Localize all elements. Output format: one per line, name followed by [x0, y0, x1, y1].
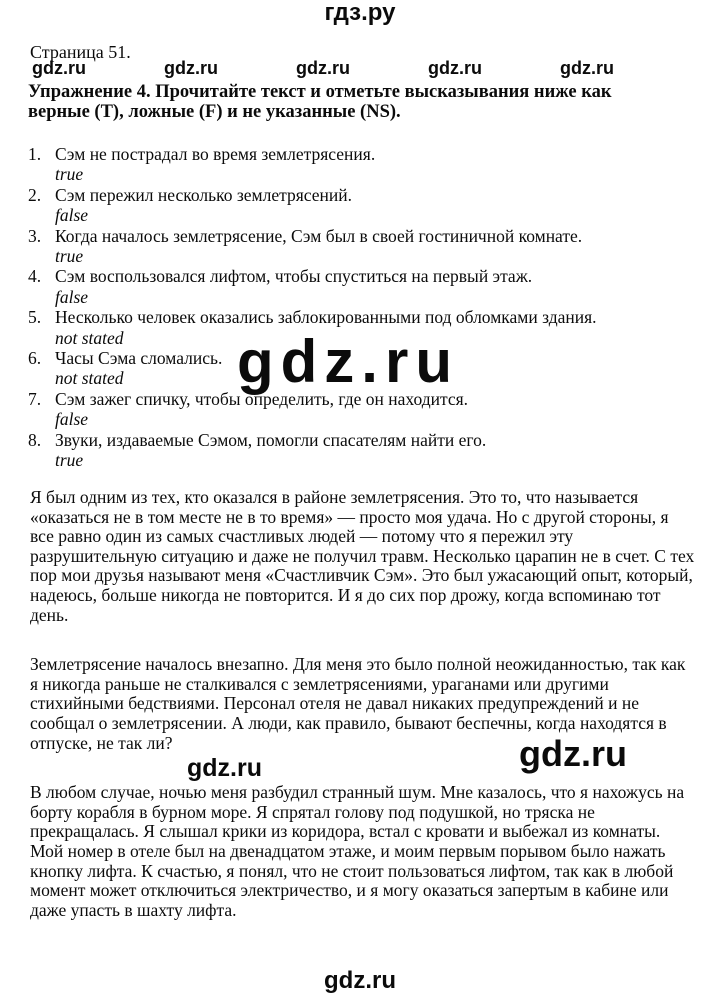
page-number-label: Страница 51.: [30, 42, 131, 62]
watermark-text: gdz.ru: [296, 58, 350, 78]
statement-text: Сэм воспользовался лифтом, чтобы спуститься на первый этаж.: [55, 266, 533, 287]
story-paragraph: В любом случае, ночью меня разбудил странный шум. Мне казалось, что я нахожусь на борту корабля в бурном море. Я спрятал голову под подушкой, но тряска не прекращалась. Я слышал крики из коридора, встал с кровати и выбежал из комнаты. Мой номер в отеле был на двенадцатом этаже, и моим первым порывом было нажать кнопку лифта. К счастью, я понял, что не стоит пользоваться лифтом, так как в любой момент может отключиться электричество, и я могу оказаться запертым в кабине или даже упасть в шахту лифта.: [30, 782, 685, 920]
statement-item: [28, 185, 700, 226]
statement-item: [28, 430, 700, 471]
statement-number: 3.: [28, 225, 42, 246]
watermark-text: gdz.ru: [164, 58, 218, 78]
site-logo: гдз.ру: [324, 0, 396, 26]
statement-answer: true: [55, 164, 84, 185]
statement-answer: not stated: [55, 368, 124, 389]
statement-item: [28, 266, 700, 307]
statement-answer: not stated: [55, 327, 124, 348]
statement-number: 1.: [28, 144, 42, 164]
statement-number: 5.: [28, 307, 42, 328]
statement-answer: false: [55, 205, 89, 226]
footer-logo: gdz.ru: [324, 967, 396, 994]
statement-number: 2.: [28, 184, 42, 205]
watermark-text: gdz.ru: [560, 58, 614, 78]
watermark-text: gdz.ru: [32, 58, 86, 78]
statement-text: Несколько человек оказались заблокированными под обломками здания.: [55, 307, 597, 328]
statement-answer: false: [55, 409, 89, 430]
statement-text: Звуки, издаваемые Сэмом, помогли спасателям найти его.: [55, 429, 487, 450]
statement-text: Сэм не пострадал во время землетрясения.: [55, 144, 376, 164]
statement-item: [28, 226, 700, 267]
statement-number: 4.: [28, 266, 42, 287]
story-text: [30, 488, 696, 950]
watermark-mid-left: gdz.ru: [187, 754, 262, 782]
statement-item: [28, 144, 700, 185]
watermark-row: [32, 58, 614, 78]
statement-text: Часы Сэма сломались.: [55, 348, 223, 369]
exercise-title: Упражнение 4. Прочитайте текст и отметьте высказывания ниже как верные (T), ложные (F) и не указанные (NS).: [28, 82, 612, 122]
story-paragraph: Я был одним из тех, кто оказался в районе землетрясения. Это то, что называется «оказаться не в том месте не в то время» — просто моя удача. Но с другой стороны, я все равно один из самых счастливых людей — потому что я пережил эту разрушительную ситуацию и даже не получил травм. Несколько царапин не в счет. С тех пор мои друзья называют меня «Счастливчик Сэм». Это был ужасающий опыт, который, надеюсь, больше никогда не повторится. И я до сих пор дрожу, когда вспоминаю тот день.: [30, 487, 695, 625]
story-paragraph: Землетрясение началось внезапно. Для меня это было полной неожиданностью, так как я никогда раньше не сталкивался с землетрясениями, ураганами или другими стихийными бедствиями. Персонал отеля не давал никаких предупреждений и не сообщал о землетрясении. А люди, как правило, бывают беспечны, когда находятся в отпуске, не так ли?: [30, 654, 686, 753]
statement-answer: true: [55, 246, 84, 267]
statement-number: 8.: [28, 429, 42, 450]
watermark-text: gdz.ru: [428, 58, 482, 78]
statements-list: [28, 144, 700, 471]
statement-text: Сэм пережил несколько землетрясений.: [55, 184, 352, 205]
statement-answer: false: [55, 286, 89, 307]
statement-text: Когда началось землетрясение, Сэм был в своей гостиничной комнате.: [55, 225, 583, 246]
watermark-mid-right: gdz.ru: [519, 733, 627, 774]
statement-text: Сэм зажег спичку, чтобы определить, где он находится.: [55, 388, 469, 409]
watermark-large: gdz.ru: [237, 328, 459, 395]
statement-number: 6.: [28, 348, 42, 369]
statement-number: 7.: [28, 388, 42, 409]
statement-answer: true: [55, 450, 84, 471]
